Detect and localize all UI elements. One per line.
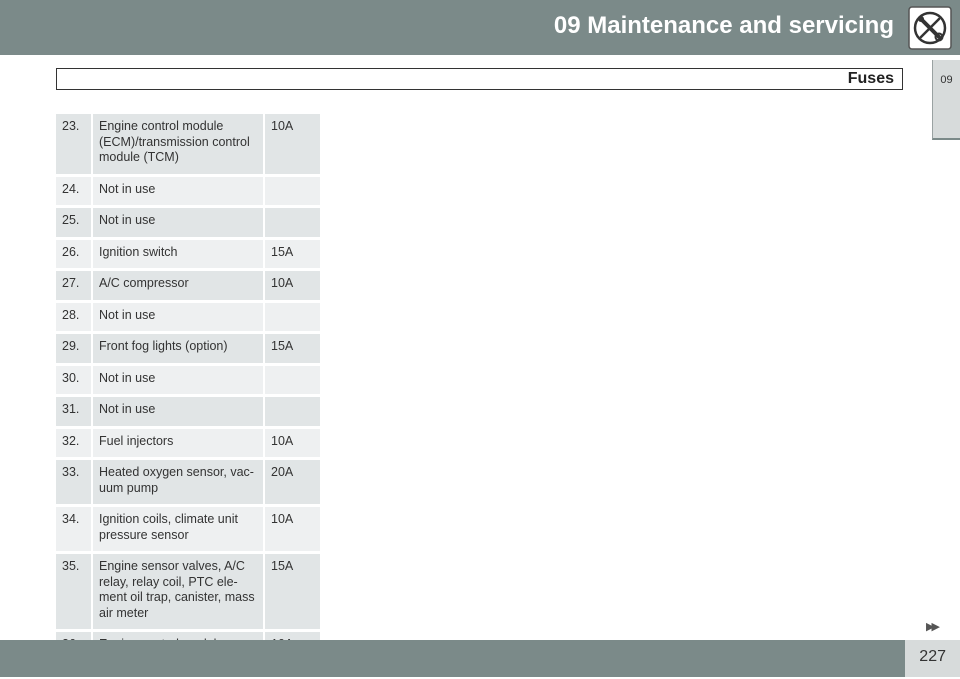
fuse-description: Not in use: [93, 366, 263, 395]
fuse-amperage: [265, 208, 320, 237]
fuse-row: [56, 208, 320, 237]
fuse-description: Ignition coils, climate unit pressure sensor: [93, 507, 263, 551]
fuse-row: [56, 460, 320, 504]
fuse-number: 26.: [56, 240, 91, 269]
fuse-amperage: 10A: [265, 114, 320, 174]
fuse-table: [56, 114, 320, 679]
section-header: [56, 68, 903, 90]
fuse-number: 32.: [56, 429, 91, 458]
section-title: Fuses: [847, 70, 894, 87]
page-number: 227: [919, 648, 946, 665]
fuse-row: [56, 271, 320, 300]
fuse-amperage: 10A: [265, 271, 320, 300]
fuse-number: 31.: [56, 397, 91, 426]
fuse-number: 30.: [56, 366, 91, 395]
fuse-row: [56, 240, 320, 269]
fuse-description: Not in use: [93, 177, 263, 206]
maintenance-tools-icon: [908, 6, 952, 50]
fuse-description: Engine sensor valves, A/C relay, relay coil, PTC ele-ment oil trap, canister, mass air meter: [93, 554, 263, 629]
fuse-description: Not in use: [93, 303, 263, 332]
chapter-title: 09 Maintenance and servicing: [553, 12, 894, 39]
fuse-amperage: [265, 397, 320, 426]
chapter-side-tab[interactable]: [932, 60, 960, 140]
fuse-row: [56, 177, 320, 206]
fuse-number: 35.: [56, 554, 91, 629]
fuse-number: 25.: [56, 208, 91, 237]
chapter-side-tab-label: 09: [940, 74, 953, 86]
fuse-amperage: [265, 366, 320, 395]
fuse-row: [56, 303, 320, 332]
fuse-description: Fuel injectors: [93, 429, 263, 458]
fuse-number: 33.: [56, 460, 91, 504]
fuse-amperage: 20A: [265, 460, 320, 504]
fuse-number: 23.: [56, 114, 91, 174]
fuse-amperage: 15A: [265, 240, 320, 269]
fuse-description: Not in use: [93, 397, 263, 426]
fuse-amperage: 10A: [265, 429, 320, 458]
fuse-amperage: 15A: [265, 334, 320, 363]
fuse-row: [56, 114, 320, 174]
fuse-description: Ignition switch: [93, 240, 263, 269]
fuse-row: [56, 366, 320, 395]
fuse-description: Front fog lights (option): [93, 334, 263, 363]
footer-bar: [0, 640, 960, 677]
fuse-description: Engine control module (ECM)/transmission control module (TCM): [93, 114, 263, 174]
next-page-arrows-icon[interactable]: ▶▶: [926, 621, 937, 633]
fuse-row: [56, 429, 320, 458]
fuse-amperage: 10A: [265, 507, 320, 551]
fuse-row: [56, 554, 320, 629]
fuse-number: 28.: [56, 303, 91, 332]
fuse-amperage: [265, 177, 320, 206]
fuse-number: 27.: [56, 271, 91, 300]
fuse-amperage: 15A: [265, 554, 320, 629]
fuse-description: Not in use: [93, 208, 263, 237]
fuse-number: 29.: [56, 334, 91, 363]
fuse-row: [56, 334, 320, 363]
fuse-description: A/C compressor: [93, 271, 263, 300]
fuse-number: 34.: [56, 507, 91, 551]
fuse-row: [56, 507, 320, 551]
fuse-number: 24.: [56, 177, 91, 206]
fuse-description: Heated oxygen sensor, vac-uum pump: [93, 460, 263, 504]
fuse-amperage: [265, 303, 320, 332]
fuse-row: [56, 397, 320, 426]
